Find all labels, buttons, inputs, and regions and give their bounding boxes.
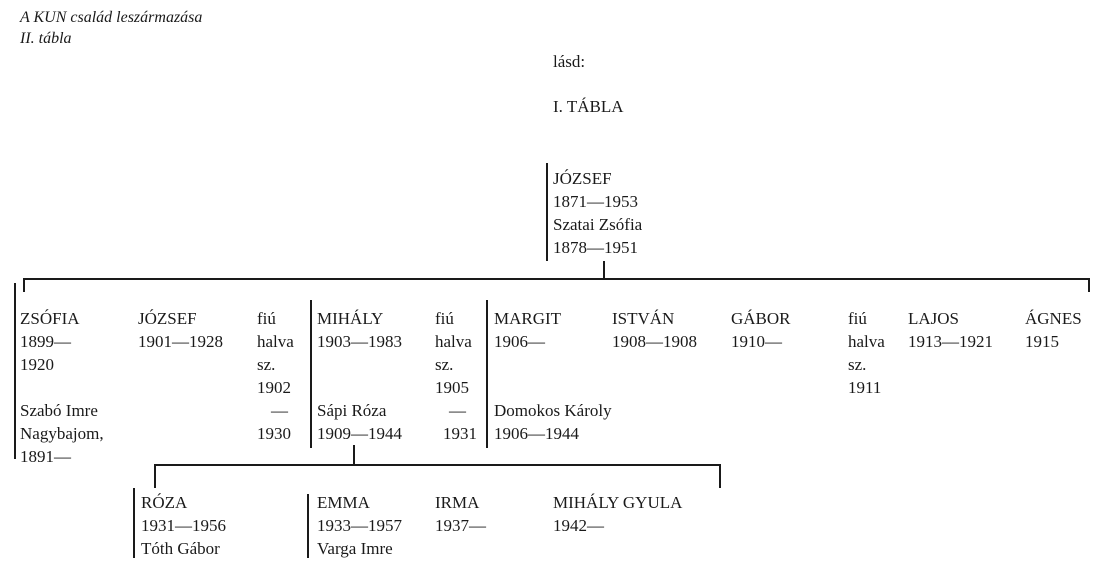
jozsef-years: 1901—1928 (138, 332, 223, 351)
child-stillborn-1905 (435, 307, 477, 445)
mihaly-spouse-name: Sápi Róza (317, 401, 387, 420)
grandchildren-bar (154, 464, 721, 466)
root-drop-line (603, 261, 605, 279)
root-spouse: Szatai Zsófia (553, 215, 643, 234)
agnes-name: ÁGNES (1025, 309, 1082, 328)
margit-years: 1906— (494, 332, 545, 351)
zsofia-spouse (20, 399, 104, 468)
istvan-name: ISTVÁN (612, 309, 675, 328)
margit-bracket-line (486, 300, 488, 448)
zsofia-spouse-name: Szabó Imre (20, 401, 98, 420)
emma-spouse: Varga Imre (317, 539, 393, 558)
fiu2-line6: 1931 (443, 424, 477, 443)
root-spouse-years: 1878—1951 (553, 238, 638, 257)
document-title: A KUN család leszármazása (20, 9, 203, 26)
mihaly-gyula-years: 1942— (553, 516, 604, 535)
grandchild-roza (141, 491, 226, 560)
children-bar-left-tick (23, 278, 25, 292)
child-istvan (612, 307, 697, 353)
see-label: lásd: (553, 52, 586, 71)
fiu1-line6: 1930 (257, 424, 291, 443)
fiu3-line4: 1911 (848, 378, 882, 397)
margit-spouse (494, 399, 612, 445)
zsofia-spouse-years: 1891— (20, 447, 71, 466)
emma-name: EMMA (317, 493, 370, 512)
zsofia-years-end: 1920 (20, 355, 54, 374)
lajos-years: 1913—1921 (908, 332, 993, 351)
child-agnes (1025, 307, 1082, 353)
mihaly-spouse (317, 399, 402, 445)
child-mihaly (317, 307, 402, 353)
margit-name: MARGIT (494, 309, 562, 328)
child-jozsef (138, 307, 223, 353)
zsofia-years: 1899— (20, 332, 71, 351)
margit-spouse-years: 1906—1944 (494, 424, 579, 443)
mihaly-gyula-name: MIHÁLY GYULA (553, 493, 683, 512)
children-bar-right-tick (1088, 278, 1090, 292)
root-person (553, 167, 642, 259)
fiu3-line1: fiú (848, 309, 867, 328)
child-zsofia (20, 307, 80, 376)
fiu1-line4: 1902 (257, 378, 291, 397)
roza-bracket-line (133, 488, 135, 558)
margit-spouse-name: Domokos Károly (494, 401, 612, 420)
child-gabor (731, 307, 791, 353)
gabor-name: GÁBOR (731, 309, 791, 328)
lajos-name: LAJOS (908, 309, 960, 328)
emma-bracket-line (307, 494, 309, 558)
fiu1-line5: — (271, 401, 288, 420)
fiu1-line2: halva (257, 332, 294, 351)
zsofia-name: ZSÓFIA (20, 309, 80, 328)
child-margit (494, 307, 561, 353)
child-stillborn-1902 (257, 307, 294, 445)
roza-spouse: Tóth Gábor (141, 539, 220, 558)
root-years: 1871—1953 (553, 192, 638, 211)
irma-name: IRMA (435, 493, 480, 512)
mihaly-years: 1903—1983 (317, 332, 402, 351)
grandchild-mihaly-gyula (553, 491, 682, 537)
child-stillborn-1911 (848, 307, 885, 399)
fiu2-line1: fiú (435, 309, 454, 328)
agnes-years: 1915 (1025, 332, 1059, 351)
fiu1-line1: fiú (257, 309, 276, 328)
fiu2-line5: — (449, 401, 466, 420)
root-name: JÓZSEF (553, 169, 612, 188)
emma-years: 1933—1957 (317, 516, 402, 535)
zsofia-bracket-line (14, 283, 16, 459)
irma-years: 1937— (435, 516, 486, 535)
grandchildren-bar-right-tick (719, 464, 721, 488)
reference-table: I. TÁBLA (553, 97, 624, 116)
gabor-years: 1910— (731, 332, 782, 351)
root-bracket-line (546, 163, 548, 261)
grandchild-irma (435, 491, 486, 537)
child-lajos (908, 307, 993, 353)
mihaly-name: MIHÁLY (317, 309, 384, 328)
fiu1-line3: sz. (257, 355, 276, 374)
fiu3-line2: halva (848, 332, 885, 351)
mihaly-spouse-years: 1909—1944 (317, 424, 402, 443)
children-bar (23, 278, 1090, 280)
fiu2-line4: 1905 (435, 378, 469, 397)
grandchildren-bar-left-tick (154, 464, 156, 488)
table-number: II. tábla (20, 30, 72, 47)
fiu2-line3: sz. (435, 355, 454, 374)
fiu3-line3: sz. (848, 355, 867, 374)
grandchild-emma (317, 491, 402, 560)
roza-years: 1931—1956 (141, 516, 226, 535)
istvan-years: 1908—1908 (612, 332, 697, 351)
mihaly-drop-line (353, 445, 355, 465)
zsofia-spouse-place: Nagybajom, (20, 424, 104, 443)
jozsef-name: JÓZSEF (138, 309, 197, 328)
mihaly-bracket-line (310, 300, 312, 448)
fiu2-line2: halva (435, 332, 472, 351)
roza-name: RÓZA (141, 493, 188, 512)
